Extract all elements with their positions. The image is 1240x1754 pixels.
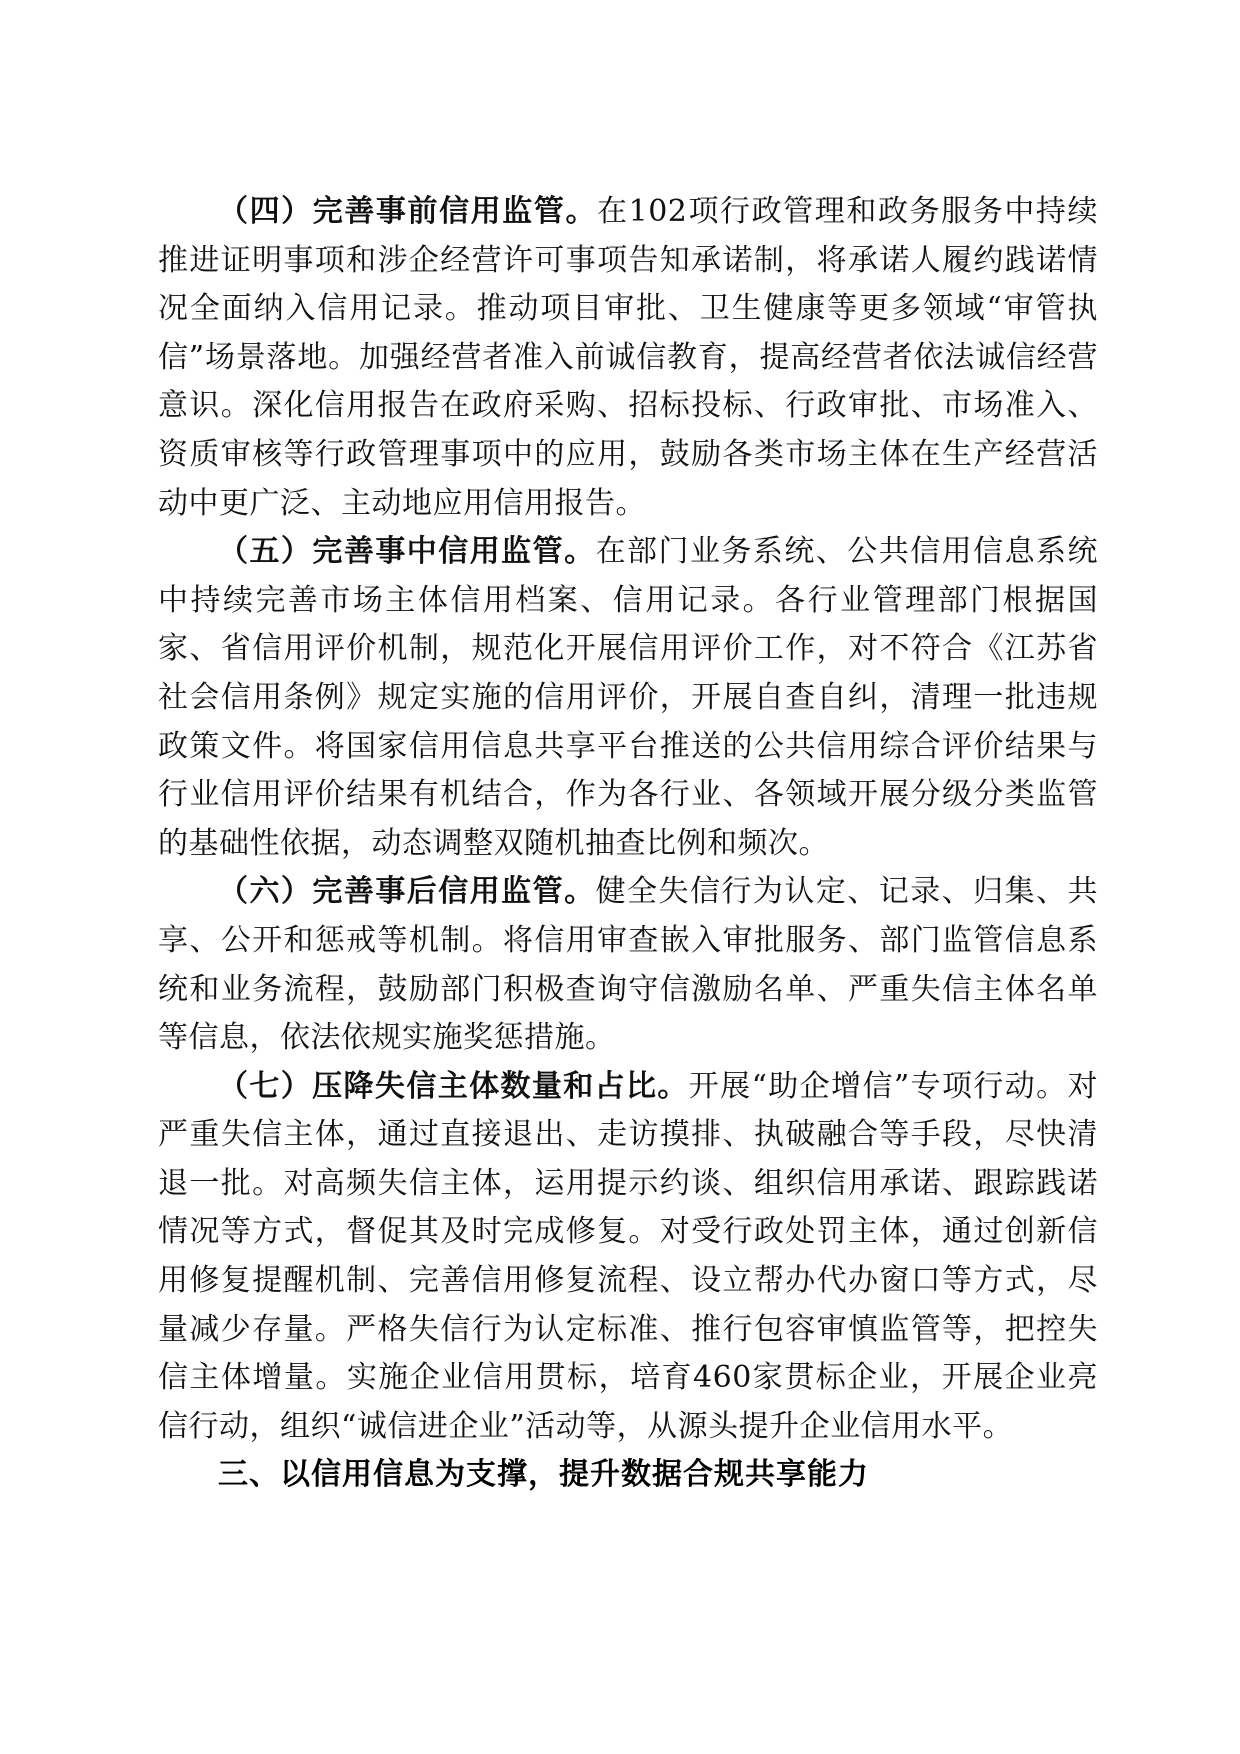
section-title: （六）完善事后信用监管。 (218, 874, 596, 910)
section-post-regulation (158, 868, 1098, 1062)
section-in-process-regulation (158, 528, 1098, 868)
chapter-heading: 三、以信用信息为支撑，提升数据合规共享能力 (218, 1457, 869, 1493)
section-body: 在102项行政管理和政务服务中持续推进证明事项和涉企经营许可事项告知承诺制，将承诺人履约践诺情况全面纳入信用记录。推动项目审批、卫生健康等更多领域“审管执信”场景落地。加强经营者准入前诚信教育，提高经营者依法诚信经营意识。深化信用报告在政府采购、招标投标、行政审批、市场准入、资质审核等行政管理事项中的应用，鼓励各类市场主体在生产经营活动中更广泛、主动地应用信用报告。 (158, 194, 1098, 521)
section-body: 健全失信行为认定、记录、归集、共享、公开和惩戒等机制。将信用审查嵌入审批服务、部门监管信息系统和业务流程，鼓励部门积极查询守信激励名单、严重失信主体名单等信息，依法依规实施奖惩措施。 (158, 874, 1099, 1056)
section-body: 在部门业务系统、公共信用信息系统中持续完善市场主体信用档案、信用记录。各行业管理部门根据国家、省信用评价机制，规范化开展信用评价工作，对不符合《江苏省社会信用条例》规定实施的信用评价，开展自查自纠，清理一批违规政策文件。将国家信用信息共享平台推送的公共信用综合评价结果与行业信用评价结果有机结合，作为各行业、各领域开展分级分类监管的基础性依据，动态调整双随机抽查比例和频次。 (158, 534, 1099, 861)
section-title: （七）压降失信主体数量和占比。 (218, 1068, 689, 1104)
section-pre-regulation (158, 188, 1098, 528)
section-title: （四）完善事前信用监管。 (218, 194, 598, 229)
section-body: 开展“助企增信”专项行动。对严重失信主体，通过直接退出、走访摸排、执破融合等手段，尽快清退一批。对高频失信主体，运用提示约谈、组织信用承诺、跟踪践诺情况等方式，督促其及时完成修复。对受行政处罚主体，通过创新信用修复提醒机制、完善信用修复流程、设立帮办代办窗口等方式，尽量减少存量。严格失信行为认定标准、推行包容审慎监管等，把控失信主体增量。实施企业信用贯标，培育460家贯标企业，开展企业亮信行动，组织“诚信进企业”活动等，从源头提升企业信用水平。 (158, 1068, 1098, 1444)
section-reduce-dishonest-entities (158, 1063, 1098, 1452)
document-page (158, 188, 1098, 1500)
section-title: （五）完善事中信用监管。 (218, 534, 596, 570)
